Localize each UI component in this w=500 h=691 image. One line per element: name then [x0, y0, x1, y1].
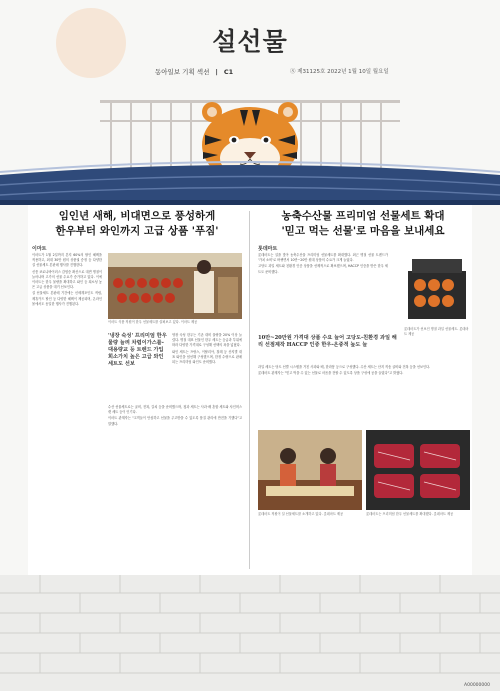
paragraph: 수산 선물세트로는 굴비, 전복, 갈치 등을 준비했으며, 청과 세트는 사과·배 혼합 세트와 샤인머스캣 세트 등이 인기다.: [108, 405, 242, 415]
section-name: 동아일보 기획 섹션: [155, 68, 210, 76]
tiger-illustration: [0, 60, 500, 205]
headline-line-2: '믿고 먹는 선물'로 마음을 보내세요: [281, 225, 445, 237]
article-headline: [254, 209, 472, 239]
photo-caption: 롯데마트가 선보인 명절 과일 선물세트. 롯데마트 제공: [404, 327, 469, 336]
column-divider: [249, 211, 250, 569]
paragraph: 와인 세트는 프랑스, 이탈리아, 칠레 등 산지별 대표 와인을 엄선해 구성했으며, 한정 수량으로 판매되는 프리미엄 와인도 준비했다.: [172, 349, 242, 365]
body-column-2: [172, 333, 242, 366]
photo-caption: 롯데마트 직원이 설 선물세트를 소개하고 있다. 롯데마트 제공: [258, 512, 344, 516]
headline-line-2: 한우부터 와인까지 고급 상품 '푸짐': [55, 225, 219, 237]
paragraph: 과일 세트는 당도 선별 시스템을 거친 사과와 배, 한라봉 등으로 구성했다. 수산 세트는 산지 직송 굴비와 전복 등을 선보인다.: [258, 365, 431, 369]
paragraph: 롯데마트 관계자는 "믿고 먹을 수 있는 선물로 마음을 전할 수 있도록 상품 구성에 공을 들였다"고 밝혔다.: [258, 371, 404, 376]
hanwoo-photo: [366, 430, 470, 510]
page-title: 설선물: [212, 27, 288, 56]
paragraph: 고당도 과일 세트와 친환경 인증 상품을 선제적으로 확보했으며, HACCP 인증을 받은 한우 세트도 준비했다.: [258, 264, 388, 274]
fruit-gift-photo: [404, 253, 470, 325]
staff-photo: [258, 430, 362, 510]
roof-tiles: [0, 162, 500, 205]
brick-wall: [0, 575, 500, 691]
footer-code: A00000000: [464, 683, 490, 688]
body-column-1: [32, 253, 102, 308]
articles-panel: [28, 205, 472, 575]
paragraph: 냉장 숙성 한우는 기존 대비 물량을 20% 이상 늘렸다. 명절 대표 선물인 한우 세트는 등급과 부위에 따라 다양한 가격대로 구성해 선택의 폭을 넓혔다.: [172, 333, 242, 348]
pull-quote: '냉장 숙성' 프리미엄 한우 물량 늘려 차렵이가스를-대용량교 등 트렌드 가입 희소가치 높은 고급 와인세트도 선보: [108, 333, 167, 367]
article-lottemart: [254, 205, 472, 575]
photo-caption: 롯데마트는 프리미엄 한우 선물세트를 확대했다. 롯데마트 제공: [366, 512, 454, 516]
paragraph: 롯데마트는 설을 맞아 농축수산물 프리미엄 선물세트를 확대했다. 최근 명절 선물 트렌드가 '가치 소비'로 바뀌면서 10만~20만 원대 상품의 수요가 크게 늘었다.: [258, 253, 388, 263]
paragraph: 설 선물세트 본판매 기간에는 신세계포인트 적립, 제휴카드 할인 등 다양한 혜택이 제공되며, 온라인 몰에서도 동일한 행사가 진행된다.: [32, 291, 102, 306]
headline-line-1: 임인년 새해, 비대면으로 풍성하게: [58, 210, 216, 222]
issue-info: Ⓢ 제31125호 2022년 1월 10일 월요일: [290, 69, 389, 75]
headline-line-1: 농축수산물 프리미엄 선물세트 확대: [281, 210, 445, 222]
paragraph: 이마트 관계자는 "고객들이 안심하고 선물을 주고받을 수 있도록 품질 관리에 만전을 기했다"고 말했다.: [108, 416, 242, 426]
paragraph: 이마트가 1월 2일까지 본지 60%의 할인 혜택을 적용하고, 최대 30만 원의 상품권 증정 등 다양한 설 선물세트 본판매 행사를 진행한다.: [32, 253, 102, 268]
store-photo: [108, 253, 242, 319]
body-column-3: [108, 405, 242, 428]
article-headline: [28, 209, 246, 239]
body-column-1: [258, 253, 388, 276]
photo-caption: 이마트 식품 직원이 한우 선물세트를 살펴보고 있다. 이마트 제공: [108, 320, 198, 324]
byline: 롯데마트: [258, 246, 278, 252]
pull-quote: 10만~20만원 가격대 상품 수요 늘어 고당도-친환경 과일 해리 선점제작 HACCP 인증 한우-온중적 높도 늘: [258, 335, 397, 348]
paragraph: 신종 코로나바이러스 감염증 확산으로 대면 명절이 늘어나며 고가의 선물 수요가 증가하고 있다. 이에 이마트는 한우 물량을 확대하고 와인 등 희소성 높은 고급 상품을 대거 선보인다.: [32, 269, 102, 290]
byline: 이마트: [32, 246, 47, 252]
section-code: C1: [223, 68, 234, 76]
body-column-2: [258, 365, 470, 377]
section-label: 동아일보 기획 섹션 | C1: [155, 68, 234, 76]
article-emart: [28, 205, 246, 575]
